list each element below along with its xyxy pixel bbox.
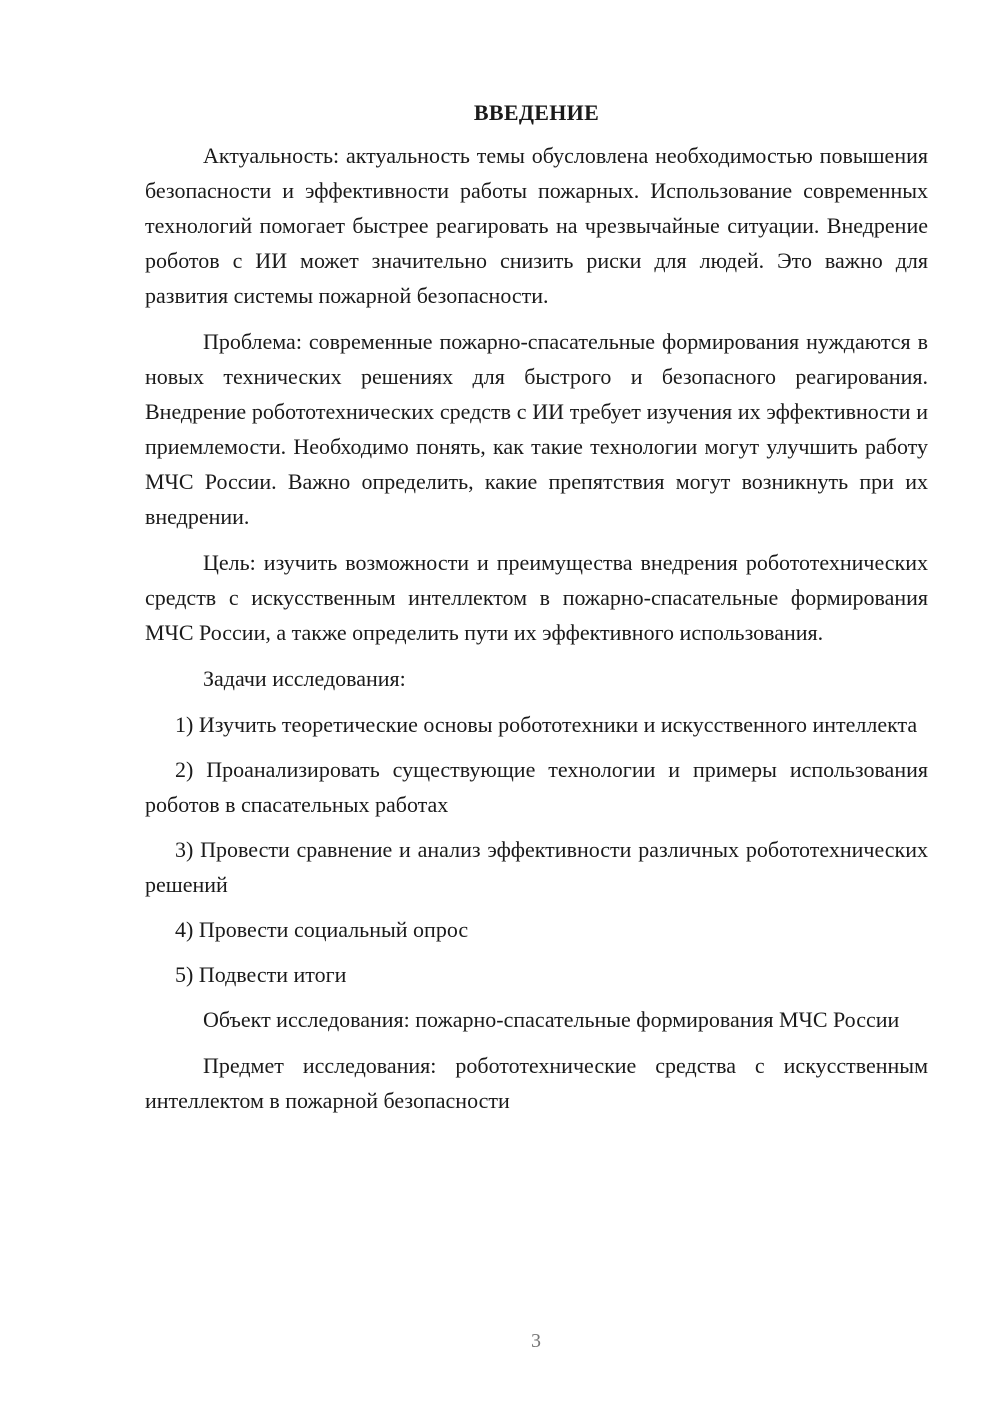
page-number: 3 — [531, 1330, 541, 1352]
paragraph-relevance: Актуальность: актуальность темы обусловлена необходимостью повышения безопасности и эффективности работы пожарных. Использование современных технологий помогает быстрее реагировать на чрезвычайные ситуации. Внедрение роботов с ИИ может значительно снизить риски для людей. Это важно для развития системы пожарной безопасности. — [145, 143, 928, 308]
task-item-4: 4) Провести социальный опрос — [175, 917, 469, 942]
task-item-5: 5) Подвести итоги — [175, 962, 347, 987]
paragraph-object: Объект исследования: пожарно-спасательные формирования МЧС России — [203, 1007, 900, 1032]
task-item-3: 3) Провести сравнение и анализ эффективности различных робототехнических решений — [145, 837, 928, 897]
paragraph-problem: Проблема: современные пожарно-спасательные формирования нуждаются в новых технических решениях для быстрого и безопасного реагирования. Внедрение робототехнических средств с ИИ требует изучения их эффективности и приемлемости. Необходимо понять, как такие технологии могут улучшить работу МЧС России. Важно определить, какие препятствия могут возникнуть при их внедрении. — [145, 329, 928, 529]
document-page — [145, 95, 928, 1129]
task-item-1: 1) Изучить теоретические основы робототехники и искусственного интеллекта — [175, 712, 918, 737]
paragraph-goal: Цель: изучить возможности и преимущества внедрения робототехнических средств с искусственным интеллектом в пожарно-спасательные формирования МЧС России, а также определить пути их эффективного использования. — [145, 550, 928, 645]
task-item-2: 2) Проанализировать существующие технологии и примеры использования роботов в спасательных работах — [145, 757, 928, 817]
section-title: ВВЕДЕНИЕ — [473, 100, 600, 125]
paragraph-subject: Предмет исследования: робототехнические средства с искусственным интеллектом в пожарной безопасности — [145, 1053, 928, 1113]
tasks-heading: Задачи исследования: — [203, 666, 406, 691]
